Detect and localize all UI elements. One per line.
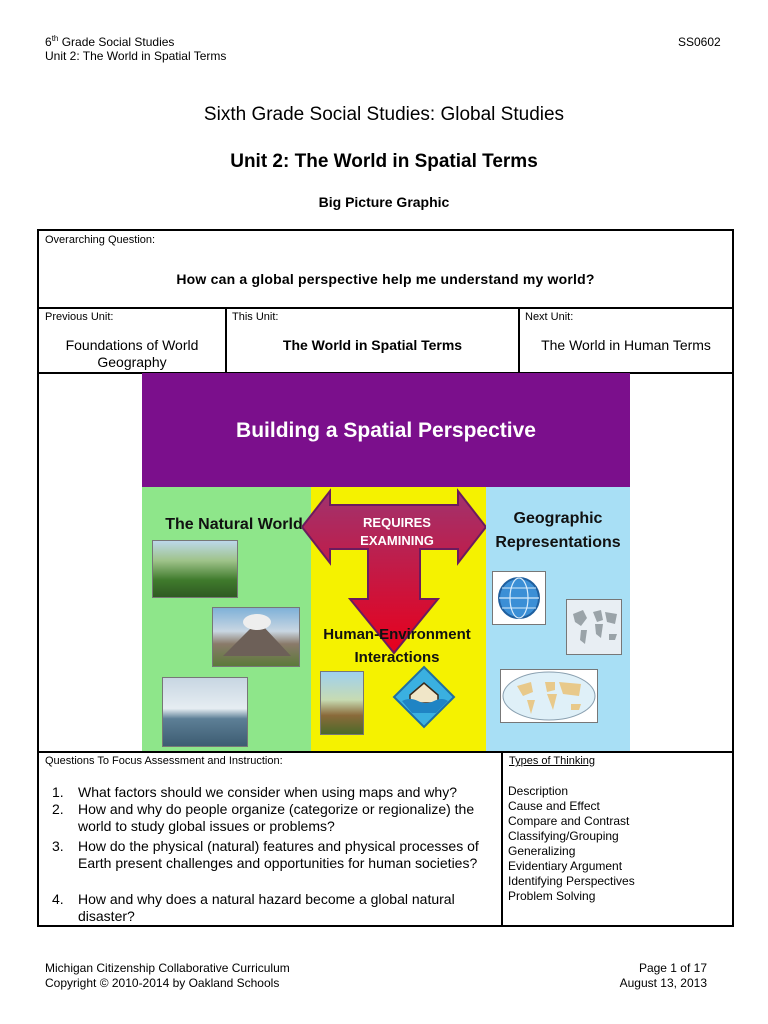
footer-org: Michigan Citizenship Collaborative Curriculum	[45, 961, 290, 975]
grade-text: Grade Social Studies	[58, 35, 175, 49]
grade-number: 6	[45, 35, 52, 49]
grade-superscript: th	[51, 34, 59, 43]
header-grade	[45, 35, 174, 49]
thinking-item: Problem Solving	[508, 889, 596, 903]
thinking-list	[508, 784, 635, 904]
globe-photo	[492, 571, 546, 625]
world-map-photo	[566, 599, 622, 655]
overarching-question: How can a global perspective help me understand my world?	[176, 271, 595, 287]
big-picture-graphic	[142, 373, 630, 751]
page-title: Sixth Grade Social Studies: Global Studies	[203, 104, 565, 125]
unit-title: Unit 2: The World in Spatial Terms	[230, 151, 538, 172]
thinking-item: Classifying/Grouping	[508, 829, 619, 843]
requires-examining-label: REQUIRES EXAMINING	[360, 515, 434, 548]
human-environment-label: Human-Environment Interactions	[323, 626, 471, 666]
header-code: SS0602	[678, 35, 721, 49]
globe-icon	[493, 572, 545, 624]
thinking-item: Generalizing	[508, 844, 576, 858]
volcano-photo	[212, 607, 300, 667]
this-unit-label: This Unit:	[232, 311, 279, 323]
this-unit-value: The World in Spatial Terms	[282, 337, 463, 353]
overarching-label: Overarching Question:	[45, 234, 156, 246]
next-unit-value: The World in Human Terms	[541, 337, 711, 353]
subtitle: Big Picture Graphic	[318, 194, 450, 210]
geographic-representations-label: Geographic Representations	[495, 510, 621, 551]
questions-label: Questions To Focus Assessment and Instruction:	[45, 755, 283, 767]
world-projection-photo	[500, 669, 598, 723]
footer-page: Page 1 of 17	[638, 961, 707, 975]
banner-title: Building a Spatial Perspective	[236, 419, 536, 442]
divider	[39, 751, 732, 753]
glacier-photo	[162, 677, 248, 747]
footer-date: August 13, 2013	[619, 976, 707, 990]
bridge-photo	[320, 671, 364, 735]
next-unit-label: Next Unit:	[525, 311, 574, 323]
previous-unit-label: Previous Unit:	[45, 311, 114, 323]
world-map-icon	[567, 600, 621, 654]
thinking-item: Description	[508, 784, 569, 798]
volcano-icon	[213, 608, 299, 666]
divider	[39, 307, 732, 309]
natural-world-label: The Natural World	[165, 516, 303, 533]
thinking-item: Cause and Effect	[508, 799, 600, 813]
previous-unit-value: Foundations of World Geography	[65, 337, 199, 370]
thinking-label: Types of Thinking	[509, 755, 596, 767]
thinking-item: Compare and Contrast	[508, 814, 630, 828]
thinking-item: Identifying Perspectives	[508, 874, 635, 888]
thinking-item: Evidentiary Argument	[508, 859, 623, 873]
world-projection-map-icon	[501, 670, 597, 722]
valley-photo	[152, 540, 238, 598]
footer-copyright: Copyright © 2010-2014 by Oakland Schools	[45, 976, 280, 990]
header-unit: Unit 2: The World in Spatial Terms	[45, 49, 227, 63]
flood-hazard-icon	[392, 665, 456, 729]
divider	[501, 751, 503, 927]
